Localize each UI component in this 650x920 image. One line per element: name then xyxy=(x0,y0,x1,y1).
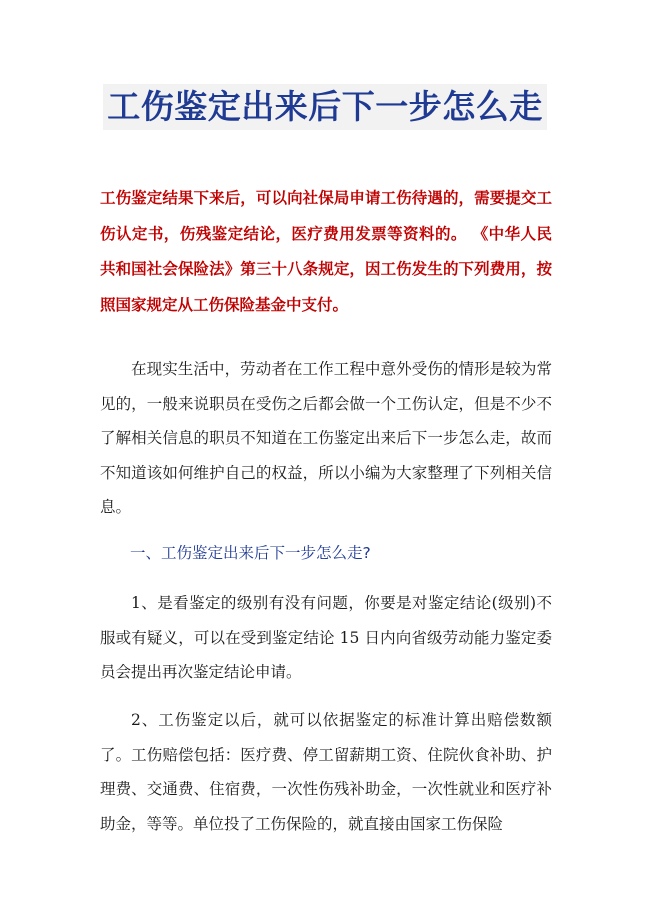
document-title: 工伤鉴定出来后下一步怎么走 xyxy=(103,84,547,130)
summary-paragraph: 工伤鉴定结果下来后，可以向社保局申请工伤待遇的，需要提交工伤认定书，伤残鉴定结论，医疗费用发票等资料的。 《中华人民共和国社会保险法》第三十八条规定，因工伤发生的下列费用，按照国家规定从工伤保险基金中支付。 xyxy=(100,189,552,314)
list-item-1: 1、是看鉴定的级别有没有问题，你要是对鉴定结论(级别)不服或有疑义，可以在受到鉴定结论 15 日内向省级劳动能力鉴定委员会提出再次鉴定结论申请。 xyxy=(100,594,552,681)
intro-paragraph: 在现实生活中，劳动者在工作工程中意外受伤的情形是较为常见的，一般来说职员在受伤之后都会做一个工伤认定，但是不少不了解相关信息的职员不知道在工伤鉴定出来后下一步怎么走，故而不知道该如何维护自己的权益，所以小编为大家整理了下列相关信息。 xyxy=(100,360,552,516)
title-container xyxy=(0,84,650,130)
section-heading: 一、工伤鉴定出来后下一步怎么走? xyxy=(130,544,371,562)
list-item-2: 2、工伤鉴定以后，就可以依据鉴定的标准计算出赔偿数额了。工伤赔偿包括：医疗费、停工留薪期工资、住院伙食补助、护理费、交通费、住宿费，一次性伤残补助金，一次性就业和医疗补助金，等等。单位投了工伤保险的，就直接由国家工伤保险 xyxy=(100,711,552,833)
